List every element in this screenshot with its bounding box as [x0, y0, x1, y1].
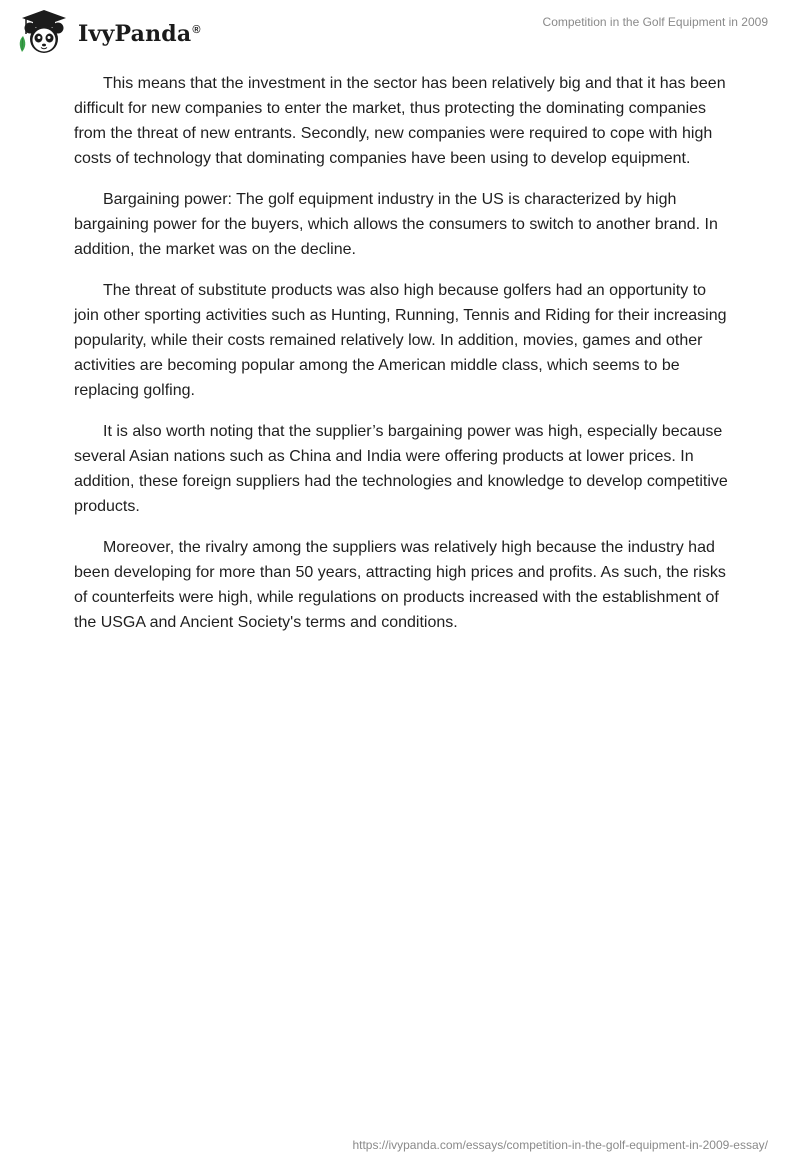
registered-mark: ®	[192, 23, 201, 36]
document-title: Competition in the Golf Equipment in 2009	[542, 15, 768, 29]
paragraph: It is also worth noting that the supplier’s bargaining power was high, especially because several Asian nations such as China and India were offering products at lower prices. In addition, these foreign suppliers had the technologies and knowledge to develop competitive products.	[74, 423, 728, 515]
panda-graduate-logo-icon	[14, 8, 74, 56]
paragraph: The threat of substitute products was also high because golfers had an opportunity to join other sporting activities such as Hunting, Running, Tennis and Riding for their increasing popularity, while their costs remained relatively low. In addition, movies, games and other activities are becoming popular among the American middle class, which seems to be replacing golfing.	[74, 282, 727, 399]
ivypanda-logo[interactable]	[14, 8, 201, 56]
essay-body	[74, 71, 730, 651]
source-url[interactable]: https://ivypanda.com/essays/competition-in-the-golf-equipment-in-2009-essay/	[352, 1138, 768, 1152]
paragraph: Bargaining power: The golf equipment industry in the US is characterized by high bargaining power for the buyers, which allows the consumers to switch to another brand. In addition, the market was on the decline.	[74, 191, 718, 258]
page-header	[0, 0, 800, 60]
brand-name: IvyPanda®	[78, 21, 201, 47]
paragraph: This means that the investment in the sector has been relatively big and that it has been difficult for new companies to enter the market, thus protecting the dominating companies from the threat of new entrants. Secondly, new companies were required to cope with high costs of technology that dominating companies have been using to develop equipment.	[74, 75, 726, 167]
paragraph: Moreover, the rivalry among the suppliers was relatively high because the industry had been developing for more than 50 years, attracting high prices and profits. As such, the risks of counterfeits were high, while regulations on products increased with the establishment of the USGA and Ancient Society's terms and conditions.	[74, 539, 726, 631]
